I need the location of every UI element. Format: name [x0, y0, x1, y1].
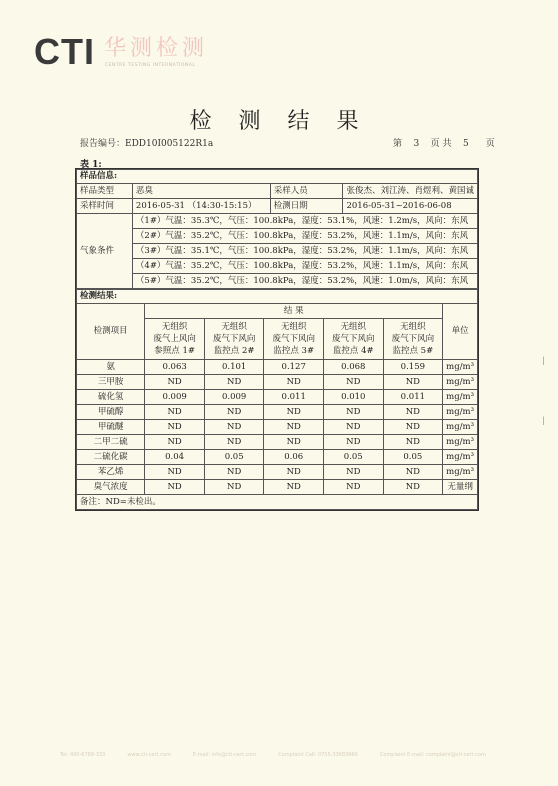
result-value: ND — [264, 435, 324, 450]
unit-value: mg/m³ — [443, 390, 478, 405]
sampling-time-value: 2016-05-31 （14:30-15:15） — [132, 199, 270, 214]
point-header-line: 无组织 — [400, 322, 426, 332]
logo-brand: CTI — [34, 31, 95, 72]
result-value: 0.159 — [383, 360, 443, 375]
point-header-line: 废气下风向 — [391, 334, 435, 344]
page-title: 检 测 结 果 — [189, 109, 369, 134]
page-label-c: 页 — [485, 139, 495, 149]
result-value: ND — [323, 480, 383, 495]
unit-value: mg/m³ — [443, 375, 478, 390]
edge-mark: | — [542, 356, 545, 365]
result-value: ND — [204, 405, 264, 420]
result-value: 0.05 — [204, 450, 264, 465]
point-header — [145, 319, 205, 360]
result-value: ND — [264, 465, 324, 480]
unit-value: mg/m³ — [443, 465, 478, 480]
point-header-line: 无组织 — [161, 322, 188, 332]
logo-chinese-name: 华测检测 — [104, 36, 209, 61]
result-value: ND — [145, 465, 205, 480]
result-value: 0.04 — [145, 450, 205, 465]
footer-item: Complaint Call: 0755-33683666 — [278, 752, 358, 758]
result-header: 结 果 — [145, 304, 443, 319]
result-value: ND — [383, 405, 443, 420]
result-value: 0.127 — [264, 360, 324, 375]
point-header-line: 无组织 — [280, 322, 307, 332]
footer — [60, 752, 530, 758]
result-value: ND — [264, 405, 324, 420]
point-header-line: 监控点 3# — [273, 346, 315, 356]
footer-item: www.cti-cert.com — [127, 752, 171, 758]
result-value: 0.063 — [145, 360, 205, 375]
result-value: ND — [204, 375, 264, 390]
result-value: ND — [383, 375, 443, 390]
weather-label: 气象条件 — [77, 214, 133, 289]
table-row — [77, 435, 478, 450]
item-name: 苯乙烯 — [77, 465, 145, 480]
item-header: 检测项目 — [77, 304, 145, 360]
table-row — [77, 405, 478, 420]
result-value: ND — [383, 420, 443, 435]
test-date-value: 2016-05-31~2016-06-08 — [343, 199, 478, 214]
result-value: ND — [383, 480, 443, 495]
result-value: ND — [204, 420, 264, 435]
footer-item: E-mail: info@cti-cert.com — [192, 752, 257, 758]
point-header-line: 参照点 1# — [154, 346, 195, 356]
table-row — [77, 390, 478, 405]
result-value: 0.011 — [264, 390, 324, 405]
result-value: ND — [323, 420, 383, 435]
page-label-b: 页 共 — [430, 139, 452, 149]
results-section: 检测结果: — [77, 290, 478, 304]
result-value: 0.009 — [145, 390, 205, 405]
result-value: ND — [383, 465, 443, 480]
result-value: 0.05 — [383, 450, 443, 465]
table-row — [77, 375, 478, 390]
test-date-label: 检测日期 — [270, 199, 343, 214]
result-value: ND — [264, 375, 324, 390]
page-total: 5 — [462, 139, 469, 149]
report-sheet — [75, 168, 479, 511]
unit-value: mg/m³ — [443, 360, 478, 375]
point-header — [264, 319, 324, 360]
unit-value: mg/m³ — [443, 405, 478, 420]
unit-value: 无量纲 — [443, 480, 478, 495]
note: 备注：ND=未检出。 — [77, 495, 478, 510]
result-value: ND — [204, 435, 264, 450]
item-name: 二甲二硫 — [77, 435, 145, 450]
sampler-value: 张俊杰、刘江涛、肖煜利、黄国诚 — [343, 184, 478, 199]
table-row — [77, 450, 478, 465]
result-value: ND — [145, 420, 205, 435]
result-value: ND — [323, 465, 383, 480]
result-value: ND — [204, 480, 264, 495]
result-value: ND — [204, 465, 264, 480]
weather-row: （5#）气温：35.2℃，气压：100.8kPa，湿度：53.2%，风速：1.0m/s，风向：东风 — [132, 274, 477, 289]
footer-item: Tel: 400-6788-333 — [60, 752, 106, 758]
point-header-line: 废气下风向 — [212, 334, 256, 344]
footer-item: Complaint E-mail: complaint@cti-cert.com — [379, 752, 486, 758]
result-value: ND — [264, 420, 324, 435]
item-name: 二硫化碳 — [77, 450, 145, 465]
point-header-line: 监控点 2# — [213, 346, 255, 356]
results-table — [76, 289, 478, 510]
item-name: 甲硫醚 — [77, 420, 145, 435]
page-info — [393, 136, 495, 149]
sample-type-value: 恶臭 — [132, 184, 270, 199]
point-header — [383, 319, 443, 360]
sample-info-table — [76, 169, 478, 289]
point-header-line: 无组织 — [340, 322, 367, 332]
item-name: 三甲胺 — [77, 375, 145, 390]
table-label: 表 1: — [80, 160, 102, 170]
result-value: 0.009 — [204, 390, 264, 405]
item-name: 甲硫醇 — [77, 405, 145, 420]
result-value: ND — [145, 375, 205, 390]
point-header-line: 废气下风向 — [332, 334, 375, 344]
result-value: 0.05 — [323, 450, 383, 465]
result-value: 0.011 — [383, 390, 443, 405]
sample-info-section: 样品信息: — [77, 170, 478, 184]
result-value: 0.068 — [323, 360, 383, 375]
sample-type-label: 样品类型 — [77, 184, 133, 199]
result-value: ND — [145, 405, 205, 420]
result-value: ND — [323, 435, 383, 450]
result-value: ND — [145, 435, 205, 450]
weather-row: （1#）气温：35.3℃，气压：100.8kPa，湿度：53.1%，风速：1.2m/s，风向：东风 — [132, 214, 477, 229]
table-row — [77, 360, 478, 375]
result-value: ND — [264, 480, 324, 495]
unit-header: 单位 — [443, 304, 478, 360]
result-value: ND — [323, 375, 383, 390]
sampler-label: 采样人员 — [270, 184, 343, 199]
page-label-a: 第 — [393, 139, 403, 149]
table-row — [77, 420, 478, 435]
report-number: 报告编号：EDD10I005122R1a — [80, 139, 214, 149]
point-header-line: 废气下风向 — [272, 334, 315, 344]
item-name: 氨 — [77, 360, 145, 375]
unit-value: mg/m³ — [443, 420, 478, 435]
result-value: ND — [323, 405, 383, 420]
unit-value: mg/m³ — [443, 450, 478, 465]
result-value: ND — [383, 435, 443, 450]
logo-english-name: CENTRE TESTING INTERNATIONAL — [105, 63, 196, 68]
sampling-time-label: 采样时间 — [77, 199, 133, 214]
point-header — [323, 319, 383, 360]
result-value: 0.101 — [204, 360, 264, 375]
point-header-line: 废气上风向 — [153, 334, 196, 344]
page-number: 3 — [413, 139, 420, 149]
weather-row: （2#）气温：35.2℃，气压：100.8kPa，湿度：53.2%，风速：1.1m/s，风向：东风 — [132, 229, 477, 244]
table-row — [77, 465, 478, 480]
item-name: 硫化氢 — [77, 390, 145, 405]
table-row — [77, 480, 478, 495]
point-header — [204, 319, 264, 360]
result-value: 0.06 — [264, 450, 324, 465]
result-value: 0.010 — [323, 390, 383, 405]
point-header-line: 监控点 4# — [332, 346, 374, 356]
weather-row: （4#）气温：35.2℃，气压：100.8kPa，湿度：53.2%，风速：1.1m/s，风向：东风 — [132, 259, 477, 274]
point-header-line: 无组织 — [221, 322, 247, 332]
weather-row: （3#）气温：35.1℃，气压：100.8kPa，湿度：53.2%，风速：1.1m/s，风向：东风 — [132, 244, 477, 259]
result-value: ND — [145, 480, 205, 495]
edge-mark: | — [542, 416, 545, 425]
item-name: 臭气浓度 — [77, 480, 145, 495]
point-header-line: 监控点 5# — [392, 346, 434, 356]
unit-value: mg/m³ — [443, 435, 478, 450]
